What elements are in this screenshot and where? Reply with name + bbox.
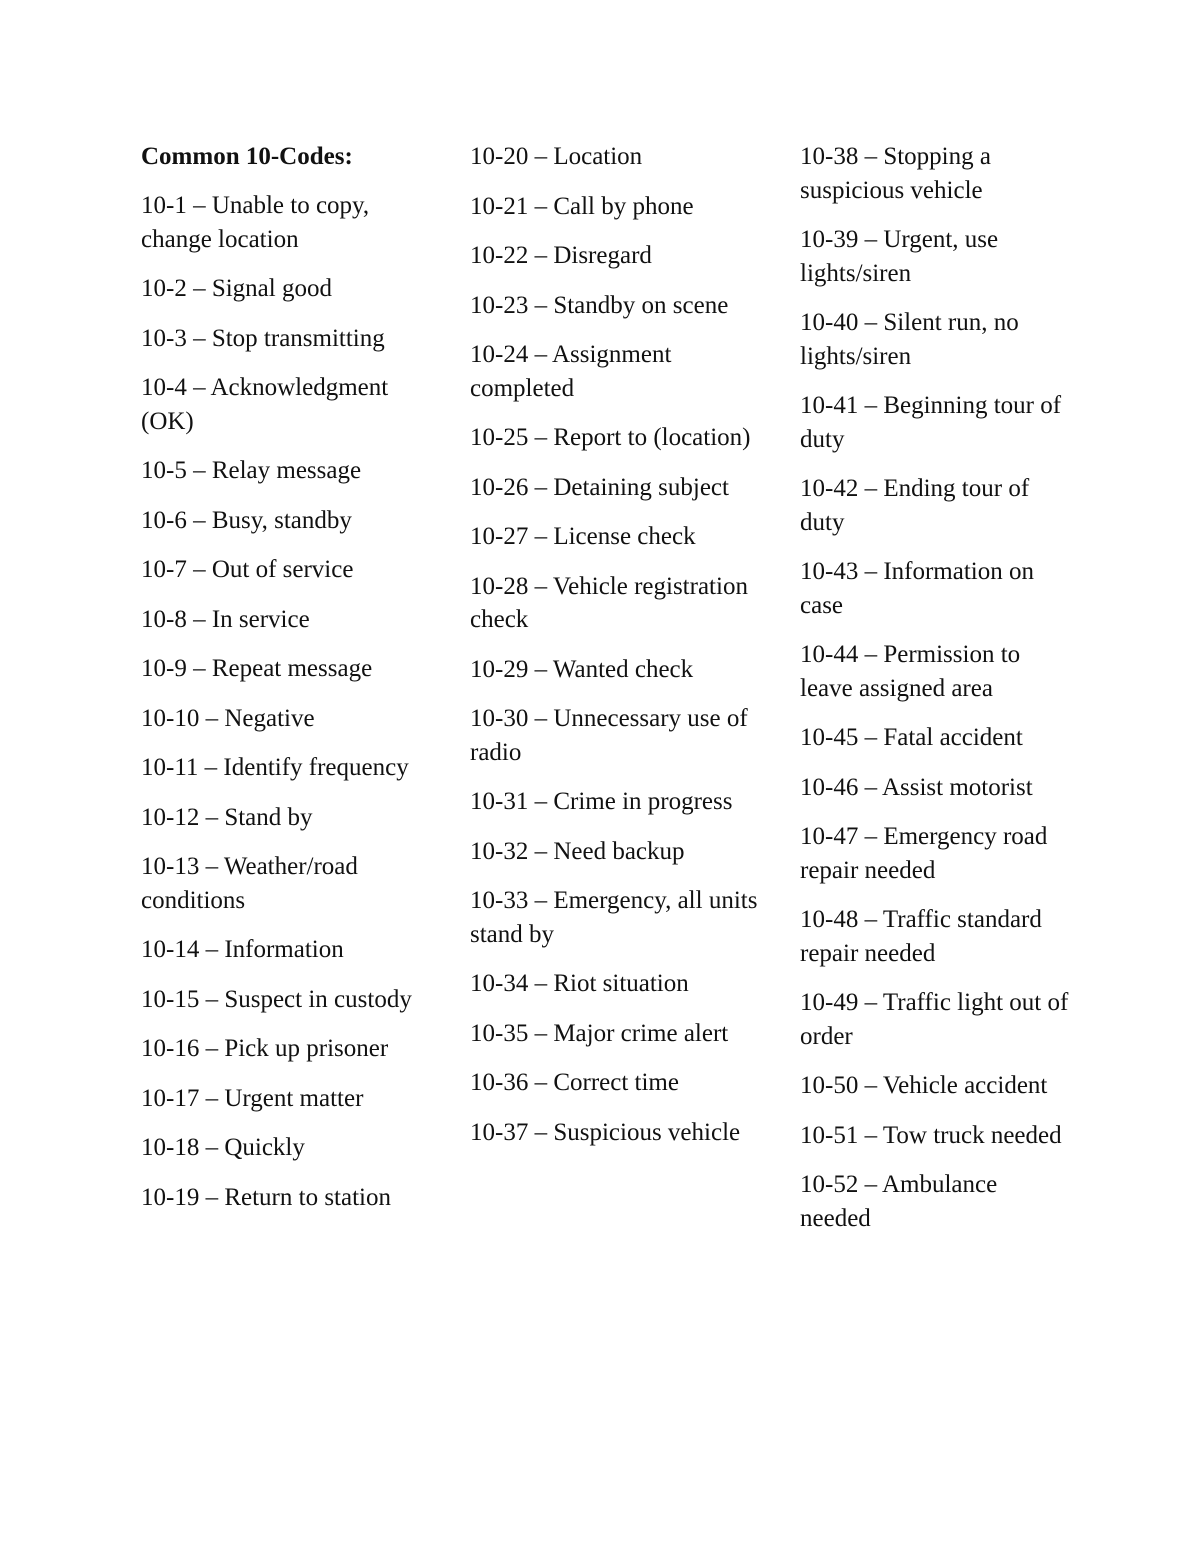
code-entry: 10-19 – Return to station [141,1183,391,1211]
column-2 [470,140,760,1165]
code-entry: 10-40 – Silent run, no lights/siren [800,309,1019,370]
code-entry: 10-25 – Report to (location) [470,424,751,451]
code-entry: 10-17 – Urgent matter [141,1084,364,1112]
code-entry: 10-38 – Stopping a suspicious vehicle [800,143,991,204]
code-entry: 10-45 – Fatal accident [800,724,1023,751]
code-entry: 10-5 – Relay message [141,457,362,484]
code-entry: 10-6 – Busy, standby [141,506,352,534]
code-entry: 10-44 – Permission to leave assigned area [800,641,1021,702]
code-entry: 10-18 – Quickly [141,1134,305,1161]
code-entry: 10-35 – Major crime alert [470,1019,729,1047]
code-entry: 10-27 – License check [470,523,696,550]
code-entry: 10-50 – Vehicle accident [800,1072,1048,1099]
code-entry: 10-24 – Assignment completed [470,341,672,402]
code-entry: 10-42 – Ending tour of duty [800,475,1030,536]
code-entry: 10-51 – Tow truck needed [800,1121,1062,1149]
code-entry: 10-46 – Assist motorist [800,773,1033,801]
code-entry: 10-33 – Emergency, all units stand by [470,887,758,948]
code-entry: 10-39 – Urgent, use lights/siren [800,226,999,287]
code-entry: 10-10 – Negative [141,704,315,732]
code-entry: 10-30 – Unnecessary use of radio [470,705,748,766]
code-entry: 10-28 – Vehicle registration check [470,572,748,633]
code-entry: 10-9 – Repeat message [141,655,373,682]
code-entry: 10-32 – Need backup [470,837,685,865]
code-entry: 10-16 – Pick up prisoner [141,1035,389,1062]
code-entry: 10-43 – Information on case [800,558,1034,619]
code-entry: 10-4 – Acknowledgment (OK) [141,374,389,435]
code-entry: 10-15 – Suspect in custody [141,985,412,1013]
code-entry: 10-26 – Detaining subject [470,473,729,501]
code-entry: 10-8 – In service [141,605,310,633]
column-1 [141,140,421,1230]
code-entry: 10-31 – Crime in progress [470,788,733,815]
code-entry: 10-23 – Standby on scene [470,291,729,319]
code-entry: 10-7 – Out of service [141,556,354,583]
code-entry: 10-48 – Traffic standard repair needed [800,906,1042,967]
code-entry: 10-20 – Location [470,143,643,170]
code-entry: 10-22 – Disregard [470,242,652,269]
code-entry: 10-47 – Emergency road repair needed [800,823,1048,884]
code-entry: 10-49 – Traffic light out of order [800,989,1069,1050]
code-entry: 10-13 – Weather/road conditions [141,853,358,914]
column-3 [800,140,1070,1251]
code-entry: 10-37 – Suspicious vehicle [470,1118,741,1146]
code-entry: 10-52 – Ambulance needed [800,1171,998,1232]
code-entry: 10-1 – Unable to copy, change location [141,192,370,253]
code-entry: 10-41 – Beginning tour of duty [800,392,1062,453]
code-entry: 10-29 – Wanted check [470,655,694,683]
document-title: Common 10-Codes: [141,143,353,170]
code-entry: 10-12 – Stand by [141,803,313,831]
code-entry: 10-11 – Identify frequency [141,754,409,781]
code-entry: 10-34 – Riot situation [470,970,689,997]
code-entry: 10-21 – Call by phone [470,192,694,220]
code-entry: 10-14 – Information [141,936,344,963]
code-entry: 10-3 – Stop transmitting [141,324,385,352]
code-entry: 10-36 – Correct time [470,1069,679,1096]
code-entry: 10-2 – Signal good [141,275,332,302]
